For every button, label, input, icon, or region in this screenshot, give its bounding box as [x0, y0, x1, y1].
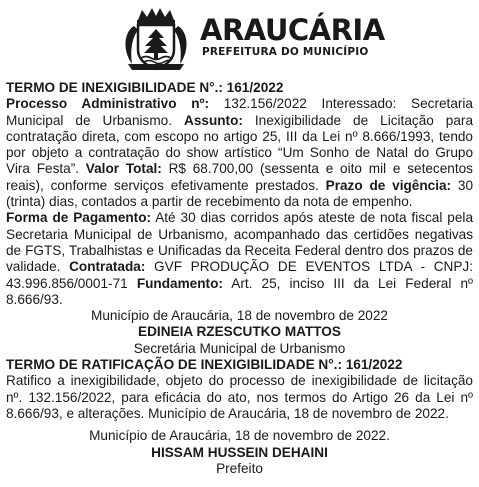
termo-ratificacao-title: TERMO DE RATIFICAÇÃO DE INEXIGIBILIDADE N°.: 161/2022: [6, 357, 403, 373]
termo-inexigibilidade-title: TERMO DE INEXIGIBILIDADE N°.: 161/2022: [6, 80, 284, 95]
prazo-text: 30 (trinta) dias, contados a partir de recebimento da nota de empenho.: [6, 177, 474, 210]
header: [0, 0, 479, 78]
ratificacao-place-date: Município de Araucária, 18 de novembro de 2022.: [89, 428, 390, 444]
pagamento-paragraph: [6, 210, 473, 308]
prazo-label: Prazo de vigência:: [325, 177, 452, 193]
termo-ratificacao-paragraph: Ratifico a inexigibilidade, objeto do processo de inexigibilidade de licitação nº. 132.156/2022, para eficácia do ato, nos termos do Artigo 26 da Lei nº 8.666/93, e alterações. Município de Araucária, 18 de novembro de 2022.: [6, 373, 473, 421]
valor-label: Valor Total:: [85, 161, 162, 177]
pagamento-label: Forma de Pagamento:: [6, 210, 152, 226]
valor-text: R$ 68.700,00 (sessenta e oito mil e setecentos reais), conforme serviços efetivamente prestados.: [6, 161, 473, 193]
contratada-text: GVF PRODUÇÃO DE EVENTOS LTDA - CNPJ: 43.996.856/0001-71: [6, 259, 473, 291]
brand-subtitle: PREFEITURA DO MUNICÍPIO: [202, 46, 369, 58]
termo-inexigibilidade-paragraph: [6, 96, 473, 210]
fundamento-text: Art. 25, inciso III da Lei Federal nº 8.666/93.: [6, 275, 473, 307]
ratificacao-signer-role: Prefeito: [216, 460, 263, 476]
processo-label: Processo Administrativo nº:: [6, 96, 210, 112]
ratificacao-signer-name: HISSAM HUSSEIN DEHAINI: [151, 444, 328, 460]
coat-of-arms-icon: [120, 6, 192, 72]
pagamento-text: Até 30 dias corridos após ateste de nota fiscal pela Secretaria Municipal de Urbanismo, acompanhado das certidões negativas de FGTS, Trabalhistas e Unificadas da Receita Federal dentro dos prazos de validade.: [6, 210, 473, 275]
place-date: Município de Araucária, 18 de novembro de 2022: [91, 308, 388, 324]
document-body: [6, 80, 473, 477]
signer-name: EDINEIA RZESCUTKO MATTOS: [138, 324, 341, 340]
contratada-label: Contratada:: [69, 259, 146, 275]
fundamento-label: Fundamento:: [136, 275, 223, 291]
processo-text: 132.156/2022 Interessado: Secretaria Municipal de Urbanismo.: [6, 96, 473, 128]
assunto-text: Inexigibilidade de Licitação para contratação direta, com escopo no artigo 25, III da Lei nº 8.666/1993, tendo por objeto a contratação do show artístico “Um Sonho de Natal do Grupo Vira Festa”.: [6, 112, 474, 177]
assunto-label: Assunto:: [184, 112, 243, 128]
brand-name: ARAUCÁRIA: [200, 13, 385, 47]
signer-role: Secretária Municipal de Urbanismo: [133, 340, 346, 356]
